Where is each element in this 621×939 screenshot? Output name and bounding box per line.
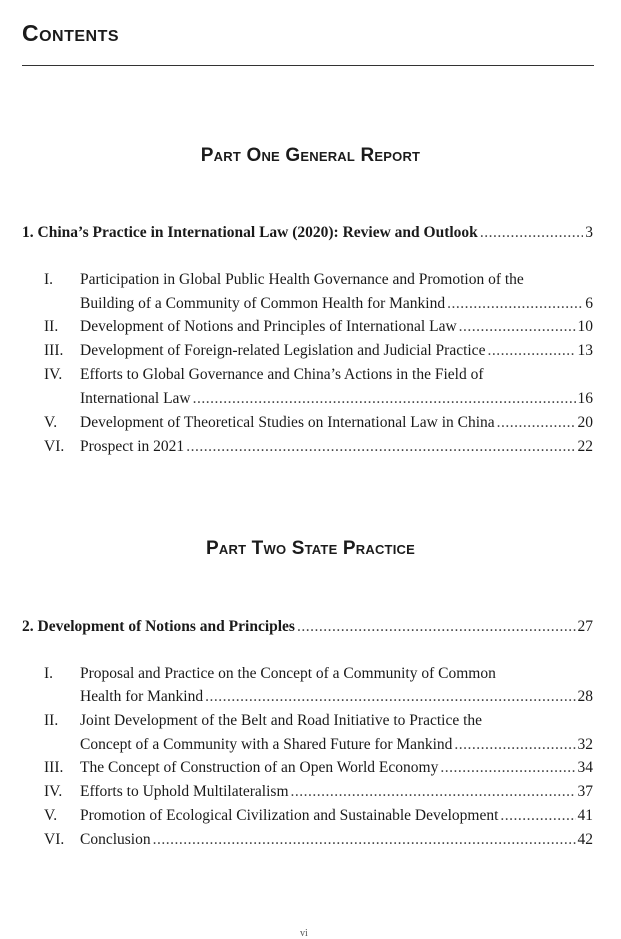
section-entry[interactable] (80, 436, 593, 458)
page-number: 20 (577, 414, 593, 431)
section-title-line[interactable]: Efforts to Global Governance and China’s Actions in the Field of (80, 366, 484, 383)
section-entry[interactable] (80, 293, 593, 315)
section-numeral: VI. (44, 831, 65, 848)
section-numeral: IV. (44, 783, 63, 800)
footer-page-mark: vi (300, 928, 308, 939)
page-number: 13 (577, 342, 593, 359)
page-number: 32 (577, 736, 593, 753)
section-title-line[interactable]: Proposal and Practice on the Concept of a Community of Common (80, 665, 496, 682)
page-number: 41 (577, 807, 593, 824)
section-title-line[interactable]: Participation in Global Public Health Governance and Promotion of the (80, 271, 524, 288)
section-numeral: II. (44, 712, 59, 729)
dot-leader (454, 734, 575, 756)
page-number: 6 (585, 295, 593, 312)
section-numeral: III. (44, 342, 64, 359)
section-entry[interactable] (80, 316, 593, 338)
dot-leader (205, 686, 575, 708)
page-number: 42 (577, 831, 593, 848)
chapter-title: 2. Development of Notions and Principles (22, 618, 295, 635)
section-title: Development of Notions and Principles of International Law (80, 318, 457, 335)
section-title: The Concept of Construction of an Open World Economy (80, 759, 439, 776)
section-title: International Law (80, 390, 191, 407)
section-title-line[interactable]: Joint Development of the Belt and Road Initiative to Practice the (80, 712, 483, 729)
section-numeral: I. (44, 271, 54, 288)
page-number: 22 (577, 438, 593, 455)
dot-leader (487, 340, 575, 362)
section-entry[interactable] (80, 781, 593, 803)
page-number: 16 (577, 390, 593, 407)
dot-leader (297, 616, 576, 638)
dot-leader (153, 829, 576, 851)
chapter-1-entry[interactable] (22, 222, 593, 244)
page-number: 3 (585, 224, 593, 241)
section-numeral: VI. (44, 438, 65, 455)
section-title: Development of Foreign-related Legislation and Judicial Practice (80, 342, 486, 359)
section-title: Prospect in 2021 (80, 438, 185, 455)
dot-leader (459, 316, 576, 338)
chapter-title: 1. China’s Practice in International Law (2020): Review and Outlook (22, 224, 478, 241)
section-entry[interactable] (80, 757, 593, 779)
dot-leader (440, 757, 575, 779)
section-numeral: II. (44, 318, 59, 335)
page-title: Contents (22, 20, 120, 46)
part-two-heading: Part Two State Practice (206, 538, 415, 559)
page-number: 34 (577, 759, 593, 776)
section-entry[interactable] (80, 388, 593, 410)
section-entry[interactable] (80, 805, 593, 827)
section-numeral: I. (44, 665, 54, 682)
dot-leader (291, 781, 576, 803)
page-number: 37 (577, 783, 593, 800)
section-title: Building of a Community of Common Health for Mankind (80, 295, 446, 312)
part-one-heading: Part One General Report (200, 145, 421, 166)
section-title: Efforts to Uphold Multilateralism (80, 783, 289, 800)
page-number: 10 (577, 318, 593, 335)
section-title: Promotion of Ecological Civilization and Sustainable Development (80, 807, 499, 824)
dot-leader (500, 805, 575, 827)
section-title: Concept of a Community with a Shared Future for Mankind (80, 736, 453, 753)
page-number: 27 (577, 618, 593, 635)
section-title: Health for Mankind (80, 688, 204, 705)
dot-leader (193, 388, 576, 410)
section-entry[interactable] (80, 734, 593, 756)
section-entry[interactable] (80, 340, 593, 362)
section-title: Conclusion (80, 831, 151, 848)
page-number: 28 (577, 688, 593, 705)
section-numeral: III. (44, 759, 64, 776)
dot-leader (480, 222, 583, 244)
section-numeral: IV. (44, 366, 63, 383)
dot-leader (447, 293, 583, 315)
chapter-2-entry[interactable] (22, 616, 593, 638)
dot-leader (497, 412, 576, 434)
title-rule (22, 65, 594, 66)
section-entry[interactable] (80, 412, 593, 434)
section-entry[interactable] (80, 686, 593, 708)
section-numeral: V. (44, 414, 58, 431)
section-entry[interactable] (80, 829, 593, 851)
section-title: Development of Theoretical Studies on International Law in China (80, 414, 495, 431)
dot-leader (186, 436, 575, 458)
section-numeral: V. (44, 807, 58, 824)
